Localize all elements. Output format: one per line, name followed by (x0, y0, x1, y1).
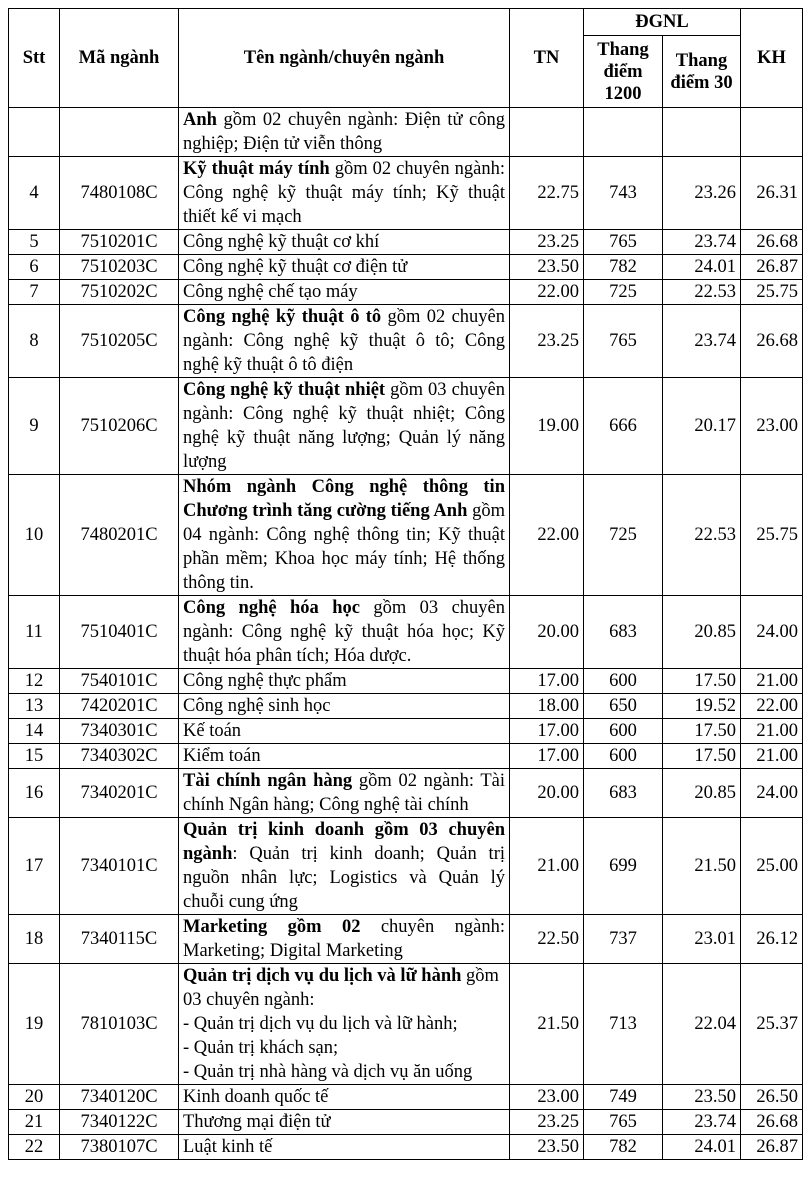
cell-dgnl-1200: 600 (584, 719, 663, 744)
cell-ma-nganh: 7340201C (60, 769, 179, 818)
major-description: Công nghệ kỹ thuật cơ điện tử (183, 257, 408, 277)
major-title: Quản trị kinh doanh gồm 03 chuyên ngành (183, 820, 505, 864)
cell-ten-nganh (179, 818, 510, 915)
cell-dgnl-30 (663, 108, 741, 157)
cell-ten-nganh (179, 230, 510, 255)
cell-stt: 14 (9, 719, 60, 744)
cell-kh: 25.00 (741, 818, 803, 915)
cell-ma-nganh: 7510202C (60, 280, 179, 305)
header-ma-nganh: Mã ngành (60, 9, 179, 108)
table-row (9, 964, 803, 1085)
cell-kh: 24.00 (741, 769, 803, 818)
cell-ten-nganh (179, 669, 510, 694)
cell-dgnl-1200: 782 (584, 1135, 663, 1160)
cell-ten-nganh (179, 280, 510, 305)
cell-ma-nganh: 7340302C (60, 744, 179, 769)
cell-ten-nganh (179, 964, 510, 1085)
cell-ma-nganh: 7340115C (60, 915, 179, 964)
table-header (9, 9, 803, 108)
cell-stt: 10 (9, 475, 60, 596)
cell-stt: 4 (9, 157, 60, 230)
cell-dgnl-30: 20.85 (663, 596, 741, 669)
cell-dgnl-30: 22.53 (663, 475, 741, 596)
cell-stt: 15 (9, 744, 60, 769)
major-description: Kế toán (183, 721, 242, 741)
major-description: Kinh doanh quốc tế (183, 1087, 329, 1107)
cell-dgnl-30: 24.01 (663, 255, 741, 280)
cell-tn: 21.00 (510, 818, 584, 915)
cell-kh: 21.00 (741, 669, 803, 694)
cell-dgnl-30: 22.53 (663, 280, 741, 305)
table-row (9, 475, 803, 596)
table-row (9, 1110, 803, 1135)
cell-kh: 23.00 (741, 378, 803, 475)
cell-ma-nganh: 7340101C (60, 818, 179, 915)
cell-ten-nganh (179, 255, 510, 280)
major-title: Quản trị dịch vụ du lịch và lữ hành (183, 966, 462, 986)
major-description: gồm 03 chuyên ngành: Công nghệ kỹ thuật hóa học; Kỹ thuật hóa phân tích; Hóa dược. (183, 598, 505, 666)
cell-dgnl-1200: 743 (584, 157, 663, 230)
cell-kh: 26.68 (741, 305, 803, 378)
cell-ten-nganh (179, 1135, 510, 1160)
specialization-line: - Quản trị nhà hàng và dịch vụ ăn uống (183, 1062, 473, 1082)
table-row (9, 669, 803, 694)
cell-tn: 23.25 (510, 1110, 584, 1135)
major-description: Thương mại điện tử (183, 1112, 331, 1132)
cell-ma-nganh: 7420201C (60, 694, 179, 719)
table-row (9, 108, 803, 157)
cell-dgnl-30: 23.26 (663, 157, 741, 230)
major-description: gồm 02 chuyên ngành: Công nghệ kỹ thuật máy tính; Kỹ thuật thiết kế vi mạch (183, 159, 505, 227)
cell-ma-nganh: 7480108C (60, 157, 179, 230)
table-row (9, 378, 803, 475)
cell-kh: 26.12 (741, 915, 803, 964)
cell-kh (741, 108, 803, 157)
cell-dgnl-1200: 765 (584, 1110, 663, 1135)
cell-dgnl-1200: 666 (584, 378, 663, 475)
cell-tn: 21.50 (510, 964, 584, 1085)
major-description: gồm 02 ngành: Tài chính Ngân hàng; Công nghệ tài chính (183, 771, 505, 815)
cell-kh: 21.00 (741, 744, 803, 769)
cell-ten-nganh (179, 744, 510, 769)
cell-kh: 25.75 (741, 280, 803, 305)
cell-stt: 19 (9, 964, 60, 1085)
cell-stt: 9 (9, 378, 60, 475)
admission-score-table (8, 8, 803, 1160)
cell-kh: 26.87 (741, 255, 803, 280)
cell-kh: 25.37 (741, 964, 803, 1085)
cell-tn: 23.25 (510, 230, 584, 255)
major-description: Kiểm toán (183, 746, 261, 766)
cell-tn: 20.00 (510, 769, 584, 818)
table-body (9, 108, 803, 1160)
cell-dgnl-30: 23.74 (663, 305, 741, 378)
cell-tn: 23.50 (510, 255, 584, 280)
major-title: Marketing gồm 02 (183, 917, 361, 937)
header-dgnl: ĐGNL (584, 9, 741, 36)
cell-stt (9, 108, 60, 157)
cell-ma-nganh: 7510206C (60, 378, 179, 475)
major-title: Anh (183, 110, 217, 130)
cell-ten-nganh (179, 596, 510, 669)
cell-dgnl-30: 22.04 (663, 964, 741, 1085)
cell-stt: 22 (9, 1135, 60, 1160)
cell-dgnl-30: 21.50 (663, 818, 741, 915)
cell-tn: 18.00 (510, 694, 584, 719)
cell-dgnl-1200: 713 (584, 964, 663, 1085)
cell-tn: 17.00 (510, 669, 584, 694)
table-row (9, 596, 803, 669)
cell-stt: 18 (9, 915, 60, 964)
major-description: gồm 03 chuyên ngành: Công nghệ kỹ thuật nhiệt; Công nghệ kỹ thuật năng lượng; Quản lý năng lượng (183, 380, 505, 472)
cell-ma-nganh: 7540101C (60, 669, 179, 694)
cell-stt: 7 (9, 280, 60, 305)
table-row (9, 1135, 803, 1160)
header-tn: TN (510, 9, 584, 108)
table-row (9, 1085, 803, 1110)
cell-dgnl-1200: 699 (584, 818, 663, 915)
cell-dgnl-30: 17.50 (663, 719, 741, 744)
major-description: gồm 04 ngành: Công nghệ thông tin; Kỹ thuật phần mềm; Khoa học máy tính; Hệ thống thông tin. (183, 501, 505, 593)
header-thang-30: Thang điểm 30 (663, 36, 741, 108)
major-title: Kỹ thuật máy tính (183, 159, 330, 179)
cell-dgnl-30: 23.50 (663, 1085, 741, 1110)
cell-tn: 22.50 (510, 915, 584, 964)
cell-dgnl-30: 24.01 (663, 1135, 741, 1160)
cell-ten-nganh (179, 1110, 510, 1135)
cell-ten-nganh (179, 157, 510, 230)
cell-kh: 26.50 (741, 1085, 803, 1110)
cell-dgnl-30: 19.52 (663, 694, 741, 719)
header-ten-nganh: Tên ngành/chuyên ngành (179, 9, 510, 108)
cell-ma-nganh: 7380107C (60, 1135, 179, 1160)
cell-tn: 22.00 (510, 280, 584, 305)
cell-ma-nganh: 7810103C (60, 964, 179, 1085)
cell-ten-nganh (179, 1085, 510, 1110)
cell-stt: 11 (9, 596, 60, 669)
cell-ma-nganh (60, 108, 179, 157)
table-row (9, 744, 803, 769)
major-description: gồm 03 chuyên ngành: (183, 966, 499, 1010)
cell-tn: 22.75 (510, 157, 584, 230)
cell-kh: 26.87 (741, 1135, 803, 1160)
cell-ten-nganh (179, 769, 510, 818)
cell-tn: 23.50 (510, 1135, 584, 1160)
cell-ma-nganh: 7340120C (60, 1085, 179, 1110)
cell-ten-nganh (179, 305, 510, 378)
major-description: gồm 02 chuyên ngành: Công nghệ kỹ thuật ô tô; Công nghệ kỹ thuật ô tô điện (183, 307, 505, 375)
cell-ten-nganh (179, 378, 510, 475)
cell-kh: 26.68 (741, 1110, 803, 1135)
major-description: Luật kinh tế (183, 1137, 273, 1157)
cell-dgnl-1200: 650 (584, 694, 663, 719)
cell-tn (510, 108, 584, 157)
cell-stt: 5 (9, 230, 60, 255)
header-stt: Stt (9, 9, 60, 108)
cell-dgnl-1200: 683 (584, 596, 663, 669)
major-description: chuyên ngành: Marketing; Digital Marketing (183, 917, 505, 961)
cell-kh: 25.75 (741, 475, 803, 596)
major-title: Công nghệ hóa học (183, 598, 360, 618)
cell-dgnl-1200: 765 (584, 305, 663, 378)
cell-dgnl-1200: 725 (584, 475, 663, 596)
cell-stt: 16 (9, 769, 60, 818)
table-row (9, 255, 803, 280)
major-title: Nhóm ngành Công nghệ thông tin Chương trình tăng cường tiếng Anh (183, 477, 505, 521)
cell-ma-nganh: 7510401C (60, 596, 179, 669)
cell-tn: 23.25 (510, 305, 584, 378)
cell-dgnl-1200 (584, 108, 663, 157)
cell-dgnl-1200: 782 (584, 255, 663, 280)
cell-ten-nganh (179, 108, 510, 157)
header-kh: KH (741, 9, 803, 108)
specialization-line: - Quản trị dịch vụ du lịch và lữ hành; (183, 1014, 458, 1034)
cell-tn: 19.00 (510, 378, 584, 475)
cell-stt: 20 (9, 1085, 60, 1110)
table-row (9, 305, 803, 378)
major-description: Công nghệ kỹ thuật cơ khí (183, 232, 380, 252)
cell-stt: 21 (9, 1110, 60, 1135)
cell-ten-nganh (179, 475, 510, 596)
table-row (9, 157, 803, 230)
cell-ma-nganh: 7480201C (60, 475, 179, 596)
cell-stt: 17 (9, 818, 60, 915)
specialization-line: - Quản trị khách sạn; (183, 1038, 339, 1058)
header-thang-1200: Thang điểm 1200 (584, 36, 663, 108)
cell-dgnl-1200: 749 (584, 1085, 663, 1110)
cell-dgnl-1200: 725 (584, 280, 663, 305)
table-row (9, 769, 803, 818)
cell-tn: 17.00 (510, 719, 584, 744)
major-description: Công nghệ thực phẩm (183, 671, 347, 691)
table-row (9, 694, 803, 719)
cell-dgnl-30: 20.17 (663, 378, 741, 475)
cell-kh: 26.68 (741, 230, 803, 255)
cell-tn: 20.00 (510, 596, 584, 669)
cell-ma-nganh: 7510201C (60, 230, 179, 255)
cell-dgnl-30: 17.50 (663, 744, 741, 769)
cell-dgnl-30: 23.01 (663, 915, 741, 964)
cell-ten-nganh (179, 694, 510, 719)
cell-ma-nganh: 7340122C (60, 1110, 179, 1135)
cell-stt: 6 (9, 255, 60, 280)
cell-stt: 8 (9, 305, 60, 378)
major-description: : Quản trị kinh doanh; Quản trị nguồn nhân lực; Logistics và Quản lý chuỗi cung ứng (183, 844, 505, 912)
cell-kh: 21.00 (741, 719, 803, 744)
table-row (9, 719, 803, 744)
cell-dgnl-1200: 600 (584, 669, 663, 694)
cell-kh: 22.00 (741, 694, 803, 719)
cell-tn: 22.00 (510, 475, 584, 596)
cell-kh: 24.00 (741, 596, 803, 669)
cell-dgnl-1200: 683 (584, 769, 663, 818)
cell-tn: 23.00 (510, 1085, 584, 1110)
cell-tn: 17.00 (510, 744, 584, 769)
cell-ma-nganh: 7340301C (60, 719, 179, 744)
table-row (9, 818, 803, 915)
major-title: Công nghệ kỹ thuật nhiệt (183, 380, 386, 400)
cell-ma-nganh: 7510205C (60, 305, 179, 378)
cell-ten-nganh (179, 915, 510, 964)
major-title: Tài chính ngân hàng (183, 771, 353, 791)
cell-ten-nganh (179, 719, 510, 744)
cell-dgnl-30: 20.85 (663, 769, 741, 818)
cell-dgnl-1200: 600 (584, 744, 663, 769)
table-row (9, 230, 803, 255)
cell-dgnl-1200: 737 (584, 915, 663, 964)
table-row (9, 915, 803, 964)
major-description: gồm 02 chuyên ngành: Điện tử công nghiệp; Điện tử viễn thông (183, 110, 505, 154)
cell-kh: 26.31 (741, 157, 803, 230)
cell-dgnl-30: 23.74 (663, 1110, 741, 1135)
cell-stt: 13 (9, 694, 60, 719)
cell-stt: 12 (9, 669, 60, 694)
major-description: Công nghệ sinh học (183, 696, 331, 716)
major-description: Công nghệ chế tạo máy (183, 282, 358, 302)
cell-dgnl-30: 17.50 (663, 669, 741, 694)
cell-dgnl-30: 23.74 (663, 230, 741, 255)
table-row (9, 280, 803, 305)
major-title: Công nghệ kỹ thuật ô tô (183, 307, 382, 327)
cell-dgnl-1200: 765 (584, 230, 663, 255)
cell-ma-nganh: 7510203C (60, 255, 179, 280)
